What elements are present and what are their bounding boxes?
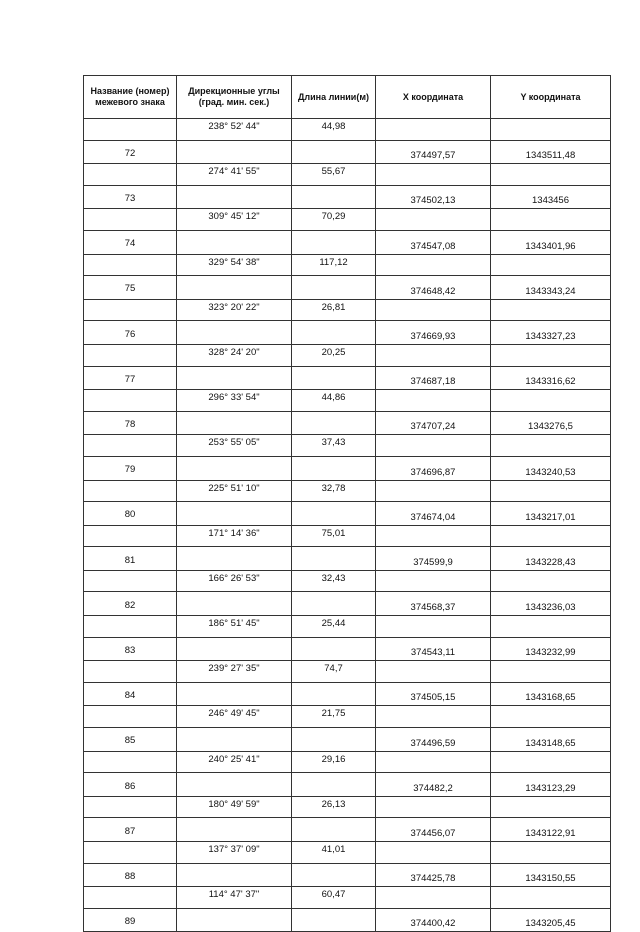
- empty-cell: [84, 616, 177, 638]
- line-length: 37,43: [292, 435, 376, 457]
- x-coordinate: 374599,9: [376, 547, 491, 571]
- empty-cell: [376, 796, 491, 818]
- empty-cell: [177, 185, 292, 209]
- line-length: 20,25: [292, 344, 376, 366]
- empty-cell: [491, 570, 611, 592]
- point-name: 82: [84, 592, 177, 616]
- segment-row: [84, 344, 611, 366]
- direction-angle: 239° 27' 35": [177, 661, 292, 683]
- x-coordinate: 374669,93: [376, 321, 491, 345]
- empty-cell: [292, 908, 376, 932]
- segment-row: [84, 706, 611, 728]
- direction-angle: 253° 55' 05": [177, 435, 292, 457]
- empty-cell: [491, 616, 611, 638]
- point-row: [84, 908, 611, 932]
- segment-row: [84, 119, 611, 141]
- empty-cell: [177, 592, 292, 616]
- direction-angle: 240° 25' 41": [177, 751, 292, 773]
- header-name: Название (номер) межевого знака: [84, 76, 177, 119]
- empty-cell: [84, 390, 177, 412]
- y-coordinate: 1343168,65: [491, 682, 611, 706]
- point-row: [84, 637, 611, 661]
- y-coordinate: 1343148,65: [491, 728, 611, 752]
- segment-row: [84, 661, 611, 683]
- empty-cell: [491, 299, 611, 321]
- empty-cell: [376, 209, 491, 231]
- point-name: 89: [84, 908, 177, 932]
- empty-cell: [292, 321, 376, 345]
- x-coordinate: 374496,59: [376, 728, 491, 752]
- segment-row: [84, 887, 611, 909]
- empty-cell: [84, 209, 177, 231]
- x-coordinate: 374696,87: [376, 456, 491, 480]
- point-row: [84, 682, 611, 706]
- line-length: 44,98: [292, 119, 376, 141]
- point-name: 85: [84, 728, 177, 752]
- empty-cell: [292, 456, 376, 480]
- line-length: 32,78: [292, 480, 376, 502]
- empty-cell: [177, 818, 292, 842]
- y-coordinate: 1343217,01: [491, 502, 611, 526]
- header-length: Длина линии(м): [292, 76, 376, 119]
- line-length: 74,7: [292, 661, 376, 683]
- table-header-row: [84, 76, 611, 119]
- segment-row: [84, 480, 611, 502]
- empty-cell: [292, 140, 376, 164]
- x-coordinate: 374568,37: [376, 592, 491, 616]
- empty-cell: [177, 230, 292, 254]
- line-length: 41,01: [292, 842, 376, 864]
- y-coordinate: 1343122,91: [491, 818, 611, 842]
- empty-cell: [491, 842, 611, 864]
- line-length: 75,01: [292, 525, 376, 547]
- y-coordinate: 1343316,62: [491, 366, 611, 390]
- segment-row: [84, 796, 611, 818]
- y-coordinate: 1343456: [491, 185, 611, 209]
- point-name: 77: [84, 366, 177, 390]
- empty-cell: [376, 661, 491, 683]
- point-name: 87: [84, 818, 177, 842]
- empty-cell: [84, 299, 177, 321]
- segment-row: [84, 842, 611, 864]
- direction-angle: 328° 24' 20": [177, 344, 292, 366]
- y-coordinate: 1343205,45: [491, 908, 611, 932]
- empty-cell: [292, 276, 376, 300]
- empty-cell: [376, 164, 491, 186]
- empty-cell: [376, 390, 491, 412]
- point-row: [84, 230, 611, 254]
- boundary-coordinates-table: [83, 75, 611, 932]
- point-row: [84, 728, 611, 752]
- empty-cell: [491, 480, 611, 502]
- empty-cell: [292, 818, 376, 842]
- point-name: 88: [84, 863, 177, 887]
- empty-cell: [491, 435, 611, 457]
- empty-cell: [491, 525, 611, 547]
- empty-cell: [84, 751, 177, 773]
- empty-cell: [84, 480, 177, 502]
- line-length: 21,75: [292, 706, 376, 728]
- y-coordinate: 1343123,29: [491, 773, 611, 797]
- direction-angle: 171° 14' 36": [177, 525, 292, 547]
- point-row: [84, 502, 611, 526]
- empty-cell: [84, 435, 177, 457]
- point-row: [84, 863, 611, 887]
- empty-cell: [84, 344, 177, 366]
- empty-cell: [376, 525, 491, 547]
- empty-cell: [292, 411, 376, 435]
- point-row: [84, 456, 611, 480]
- empty-cell: [376, 435, 491, 457]
- point-name: 86: [84, 773, 177, 797]
- empty-cell: [292, 230, 376, 254]
- empty-cell: [84, 706, 177, 728]
- empty-cell: [292, 863, 376, 887]
- empty-cell: [376, 706, 491, 728]
- line-length: 26,81: [292, 299, 376, 321]
- x-coordinate: 374482,2: [376, 773, 491, 797]
- segment-row: [84, 570, 611, 592]
- empty-cell: [292, 185, 376, 209]
- empty-cell: [177, 321, 292, 345]
- x-coordinate: 374707,24: [376, 411, 491, 435]
- empty-cell: [177, 411, 292, 435]
- empty-cell: [376, 480, 491, 502]
- empty-cell: [84, 119, 177, 141]
- point-row: [84, 773, 611, 797]
- empty-cell: [84, 525, 177, 547]
- segment-row: [84, 209, 611, 231]
- point-row: [84, 140, 611, 164]
- direction-angle: 323° 20' 22": [177, 299, 292, 321]
- point-row: [84, 818, 611, 842]
- segment-row: [84, 299, 611, 321]
- empty-cell: [376, 616, 491, 638]
- x-coordinate: 374456,07: [376, 818, 491, 842]
- point-name: 78: [84, 411, 177, 435]
- empty-cell: [177, 140, 292, 164]
- empty-cell: [491, 119, 611, 141]
- direction-angle: 309° 45' 12": [177, 209, 292, 231]
- point-name: 73: [84, 185, 177, 209]
- direction-angle: 180° 49' 59": [177, 796, 292, 818]
- point-name: 81: [84, 547, 177, 571]
- header-y: Y координата: [491, 76, 611, 119]
- empty-cell: [491, 706, 611, 728]
- empty-cell: [84, 661, 177, 683]
- empty-cell: [177, 863, 292, 887]
- empty-cell: [177, 682, 292, 706]
- empty-cell: [84, 887, 177, 909]
- empty-cell: [376, 751, 491, 773]
- empty-cell: [292, 773, 376, 797]
- empty-cell: [491, 164, 611, 186]
- direction-angle: 246° 49' 45": [177, 706, 292, 728]
- line-length: 44,86: [292, 390, 376, 412]
- y-coordinate: 1343343,24: [491, 276, 611, 300]
- segment-row: [84, 164, 611, 186]
- empty-cell: [376, 570, 491, 592]
- empty-cell: [177, 366, 292, 390]
- header-angle: Дирекционные углы (град. мин. сек.): [177, 76, 292, 119]
- y-coordinate: 1343236,03: [491, 592, 611, 616]
- line-length: 60,47: [292, 887, 376, 909]
- direction-angle: 274° 41' 55": [177, 164, 292, 186]
- empty-cell: [177, 637, 292, 661]
- direction-angle: 166° 26' 53": [177, 570, 292, 592]
- direction-angle: 296° 33' 54": [177, 390, 292, 412]
- empty-cell: [292, 366, 376, 390]
- empty-cell: [84, 796, 177, 818]
- empty-cell: [491, 390, 611, 412]
- point-name: 83: [84, 637, 177, 661]
- segment-row: [84, 525, 611, 547]
- point-name: 74: [84, 230, 177, 254]
- point-row: [84, 366, 611, 390]
- header-x: X координата: [376, 76, 491, 119]
- line-length: 29,16: [292, 751, 376, 773]
- empty-cell: [84, 254, 177, 276]
- point-name: 84: [84, 682, 177, 706]
- y-coordinate: 1343232,99: [491, 637, 611, 661]
- empty-cell: [177, 728, 292, 752]
- direction-angle: 329° 54' 38": [177, 254, 292, 276]
- empty-cell: [177, 502, 292, 526]
- point-row: [84, 411, 611, 435]
- empty-cell: [292, 547, 376, 571]
- x-coordinate: 374502,13: [376, 185, 491, 209]
- empty-cell: [376, 887, 491, 909]
- empty-cell: [491, 887, 611, 909]
- direction-angle: 225° 51' 10": [177, 480, 292, 502]
- line-length: 70,29: [292, 209, 376, 231]
- y-coordinate: 1343228,43: [491, 547, 611, 571]
- x-coordinate: 374648,42: [376, 276, 491, 300]
- y-coordinate: 1343276,5: [491, 411, 611, 435]
- empty-cell: [177, 908, 292, 932]
- point-name: 76: [84, 321, 177, 345]
- line-length: 26,13: [292, 796, 376, 818]
- empty-cell: [376, 254, 491, 276]
- direction-angle: 137° 37' 09": [177, 842, 292, 864]
- empty-cell: [292, 728, 376, 752]
- x-coordinate: 374400,42: [376, 908, 491, 932]
- empty-cell: [491, 751, 611, 773]
- x-coordinate: 374687,18: [376, 366, 491, 390]
- segment-row: [84, 616, 611, 638]
- segment-row: [84, 751, 611, 773]
- line-length: 25,44: [292, 616, 376, 638]
- empty-cell: [177, 456, 292, 480]
- y-coordinate: 1343401,96: [491, 230, 611, 254]
- empty-cell: [177, 276, 292, 300]
- point-name: 79: [84, 456, 177, 480]
- empty-cell: [491, 344, 611, 366]
- empty-cell: [491, 661, 611, 683]
- empty-cell: [376, 299, 491, 321]
- empty-cell: [84, 570, 177, 592]
- empty-cell: [177, 547, 292, 571]
- x-coordinate: 374497,57: [376, 140, 491, 164]
- empty-cell: [292, 637, 376, 661]
- direction-angle: 186° 51' 45": [177, 616, 292, 638]
- y-coordinate: 1343150,55: [491, 863, 611, 887]
- x-coordinate: 374505,15: [376, 682, 491, 706]
- empty-cell: [292, 592, 376, 616]
- boundary-table-sheet: [83, 75, 611, 932]
- empty-cell: [292, 682, 376, 706]
- x-coordinate: 374425,78: [376, 863, 491, 887]
- point-row: [84, 592, 611, 616]
- empty-cell: [292, 502, 376, 526]
- point-name: 75: [84, 276, 177, 300]
- empty-cell: [491, 209, 611, 231]
- empty-cell: [376, 842, 491, 864]
- y-coordinate: 1343240,53: [491, 456, 611, 480]
- point-row: [84, 321, 611, 345]
- line-length: 117,12: [292, 254, 376, 276]
- point-row: [84, 276, 611, 300]
- point-row: [84, 547, 611, 571]
- y-coordinate: 1343327,23: [491, 321, 611, 345]
- empty-cell: [376, 119, 491, 141]
- empty-cell: [177, 773, 292, 797]
- segment-row: [84, 390, 611, 412]
- empty-cell: [84, 842, 177, 864]
- direction-angle: 114° 47' 37": [177, 887, 292, 909]
- line-length: 32,43: [292, 570, 376, 592]
- direction-angle: 238° 52' 44": [177, 119, 292, 141]
- empty-cell: [84, 164, 177, 186]
- table-body: [84, 119, 611, 932]
- point-name: 80: [84, 502, 177, 526]
- point-row: [84, 185, 611, 209]
- x-coordinate: 374674,04: [376, 502, 491, 526]
- point-name: 72: [84, 140, 177, 164]
- segment-row: [84, 435, 611, 457]
- empty-cell: [491, 796, 611, 818]
- x-coordinate: 374543,11: [376, 637, 491, 661]
- line-length: 55,67: [292, 164, 376, 186]
- empty-cell: [491, 254, 611, 276]
- x-coordinate: 374547,08: [376, 230, 491, 254]
- segment-row: [84, 254, 611, 276]
- y-coordinate: 1343511,48: [491, 140, 611, 164]
- empty-cell: [376, 344, 491, 366]
